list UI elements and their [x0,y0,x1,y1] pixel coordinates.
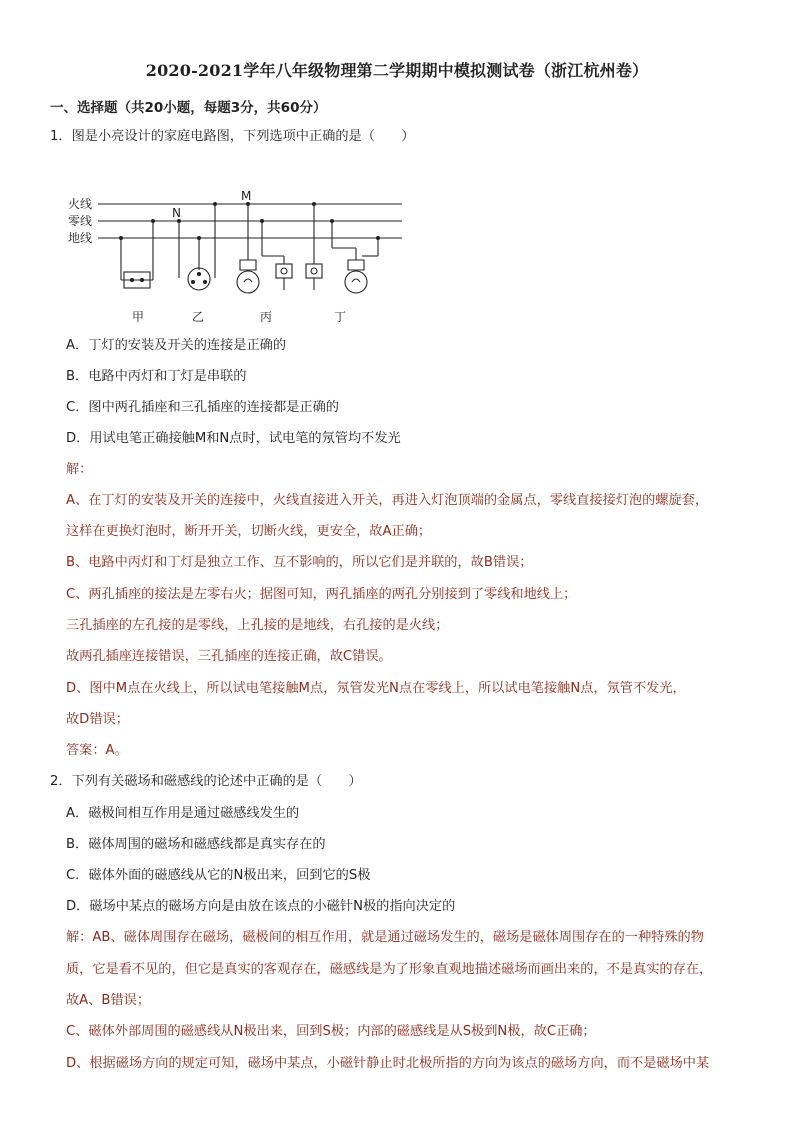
q2-solution-line: 故A、B错误； [66,993,151,1008]
bulb-icon [237,271,259,293]
q2-solution-line: 质，它是看不见的，但它是真实的客观存在，磁感线是为了形象直观地描述磁场而画出来的，不是真实的存在， [66,962,713,977]
label-ding: 丁 [334,310,347,324]
question-1-stem: 1．图是小亮设计的家庭电路图，下列选项中正确的是（ ） [50,129,415,144]
q2-option-b: B．磁体周围的磁场和磁感线都是真实存在的 [66,837,326,852]
switch-icon [276,264,292,278]
bulb-socket-icon [240,260,256,270]
q2-option-c: C．磁体外面的磁感线从它的N极出来，回到它的S极 [66,868,371,883]
point-n-label: N [172,206,181,220]
q1-option-a: A．丁灯的安装及开关的连接是正确的 [66,338,287,353]
bulb-icon [345,271,367,293]
q1-solution-head: 解： [66,462,93,477]
q1-solution-line: D、图中M点在火线上，所以试电笔接触M点，氖管发光N点在零线上，所以试电笔接触N点，氖管不发光， [66,681,686,696]
question-2-stem: 2．下列有关磁场和磁感线的论述中正确的是（ ） [50,774,362,789]
fire-wire-label: 火线 [68,197,93,211]
paper-title: 2020-2021学年八年级物理第二学期期中模拟测试卷（浙江杭州卷） [145,61,649,80]
q2-solution-line: C、磁体外部周围的磁感线从N极出来，回到S极；内部的磁感线是从S极到N极，故C正确； [66,1024,596,1039]
q1-solution-line: 故两孔插座连接错误，三孔插座的连接正确，故C错误。 [66,649,392,664]
q1-solution-line: 三孔插座的左孔接的是零线，上孔接的是地线，右孔接的是火线； [66,618,449,633]
point-m-label: M [241,189,252,203]
q1-option-c: C．图中两孔插座和三孔插座的连接都是正确的 [66,400,339,415]
q1-answer: 答案：A。 [66,743,128,758]
label-yi: 乙 [192,310,205,324]
circuit-diagram [62,186,407,328]
q1-option-d: D．用试电笔正确接触M和N点时，试电笔的氖管均不发光 [66,431,401,446]
q1-solution-line: B、电路中丙灯和丁灯是独立工作、互不影响的，所以它们是并联的，故B错误； [66,555,533,570]
zero-wire-label: 零线 [68,214,93,228]
q1-solution-line: 故D错误； [66,712,129,727]
q1-solution-line: 这样在更换灯泡时，断开开关，切断火线，更安全，故A正确； [66,524,432,539]
bulb-socket-icon [348,260,364,270]
ground-wire-label: 地线 [68,231,93,245]
three-hole-socket-icon [188,268,210,290]
q2-option-a: A．磁极间相互作用是通过磁感线发生的 [66,806,300,821]
switch-icon [306,264,322,278]
q1-solution-line: C、两孔插座的接法是左零右火；据图可知，两孔插座的两孔分别接到了零线和地线上； [66,587,577,602]
q2-solution-line: D、根据磁场方向的规定可知，磁场中某点，小磁针静止时北极所指的方向为该点的磁场方向，而不是磁场中某 [66,1056,710,1071]
q1-option-b: B．电路中丙灯和丁灯是串联的 [66,369,247,384]
q1-solution-line: A、在丁灯的安装及开关的连接中，火线直接进入开关，再进入灯泡顶端的金属点，零线直接接灯泡的螺旋套， [66,493,709,508]
q2-solution-line: 解：AB、磁体周围存在磁场，磁极间的相互作用，就是通过磁场发生的，磁场是磁体周围存在的一种特殊的物 [66,930,704,945]
q2-option-d: D．磁场中某点的磁场方向是由放在该点的小磁针N极的指向决定的 [66,899,456,914]
label-jia: 甲 [132,310,145,324]
label-bing: 丙 [260,310,273,324]
section-heading: 一、选择题（共20小题，每题3分，共60分） [50,100,327,116]
